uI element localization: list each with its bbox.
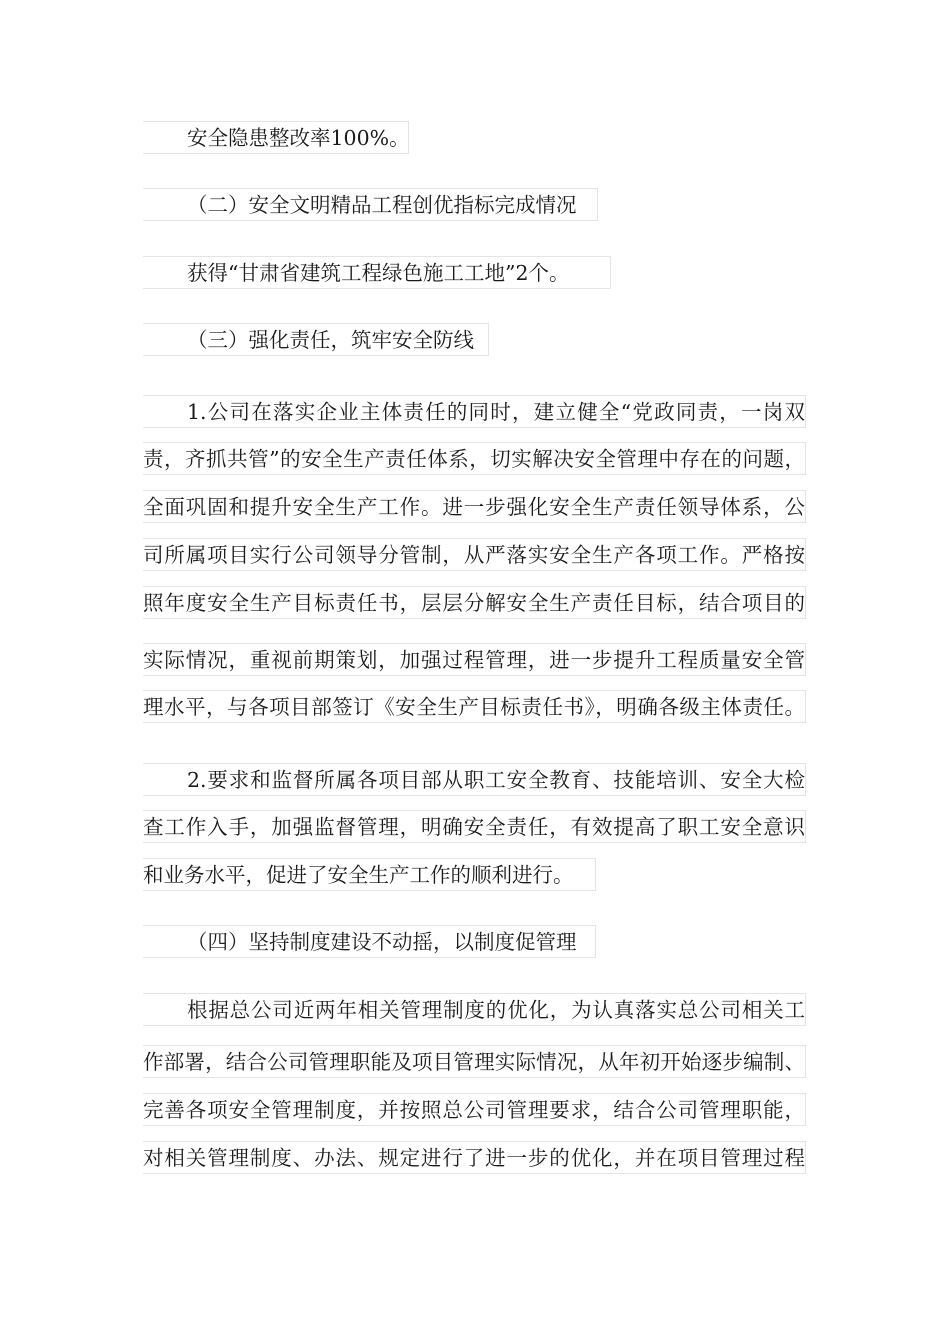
paragraph-1-line-1: 1.公司在落实企业主体责任的同时，建立健全“党政同责，一岗双: [143, 395, 806, 428]
section-heading-3: （三）强化责任，筑牢安全防线: [143, 323, 489, 356]
paragraph-3-line-1: 根据总公司近两年相关管理制度的优化，为认真落实总公司相关工: [143, 993, 806, 1026]
paragraph-2-line-2: 查工作入手，加强监督管理，明确安全责任，有效提高了职工安全意识: [143, 810, 806, 843]
text-line-rectification-rate: 安全隐患整改率100%。: [143, 121, 409, 154]
paragraph-3-line-2: 作部署，结合公司管理职能及项目管理实际情况，从年初开始逐步编制、: [143, 1045, 806, 1078]
section-heading-2: （二）安全文明精品工程创优指标完成情况: [143, 188, 598, 221]
paragraph-1-line-6: 实际情况，重视前期策划，加强过程管理，进一步提升工程质量安全管: [143, 643, 806, 676]
paragraph-3-line-3: 完善各项安全管理制度，并按照总公司管理要求，结合公司管理职能，: [143, 1093, 806, 1126]
section-heading-4: （四）坚持制度建设不动摇，以制度促管理: [143, 925, 596, 958]
paragraph-1-line-7: 理水平，与各项目部签订《安全生产目标责任书》，明确各级主体责任。: [143, 690, 806, 723]
paragraph-2-line-1: 2.要求和监督所属各项目部从职工安全教育、技能培训、安全大检: [143, 763, 806, 796]
paragraph-3-line-4: 对相关管理制度、办法、规定进行了进一步的优化，并在项目管理过程: [143, 1141, 806, 1174]
paragraph-1-line-4: 司所属项目实行公司领导分管制，从严落实安全生产各项工作。严格按: [143, 538, 806, 571]
paragraph-2-line-3: 和业务水平，促进了安全生产工作的顺利进行。: [143, 858, 596, 891]
paragraph-1-line-5: 照年度安全生产目标责任书，层层分解安全生产责任目标，结合项目的: [143, 586, 806, 619]
text-line-award: 获得“甘肃省建筑工程绿色施工工地”2个。: [143, 256, 611, 289]
paragraph-1-line-2: 责，齐抓共管”的安全生产责任体系，切实解决安全管理中存在的问题，: [143, 442, 806, 475]
paragraph-1-line-3: 全面巩固和提升安全生产工作。进一步强化安全生产责任领导体系，公: [143, 490, 806, 523]
